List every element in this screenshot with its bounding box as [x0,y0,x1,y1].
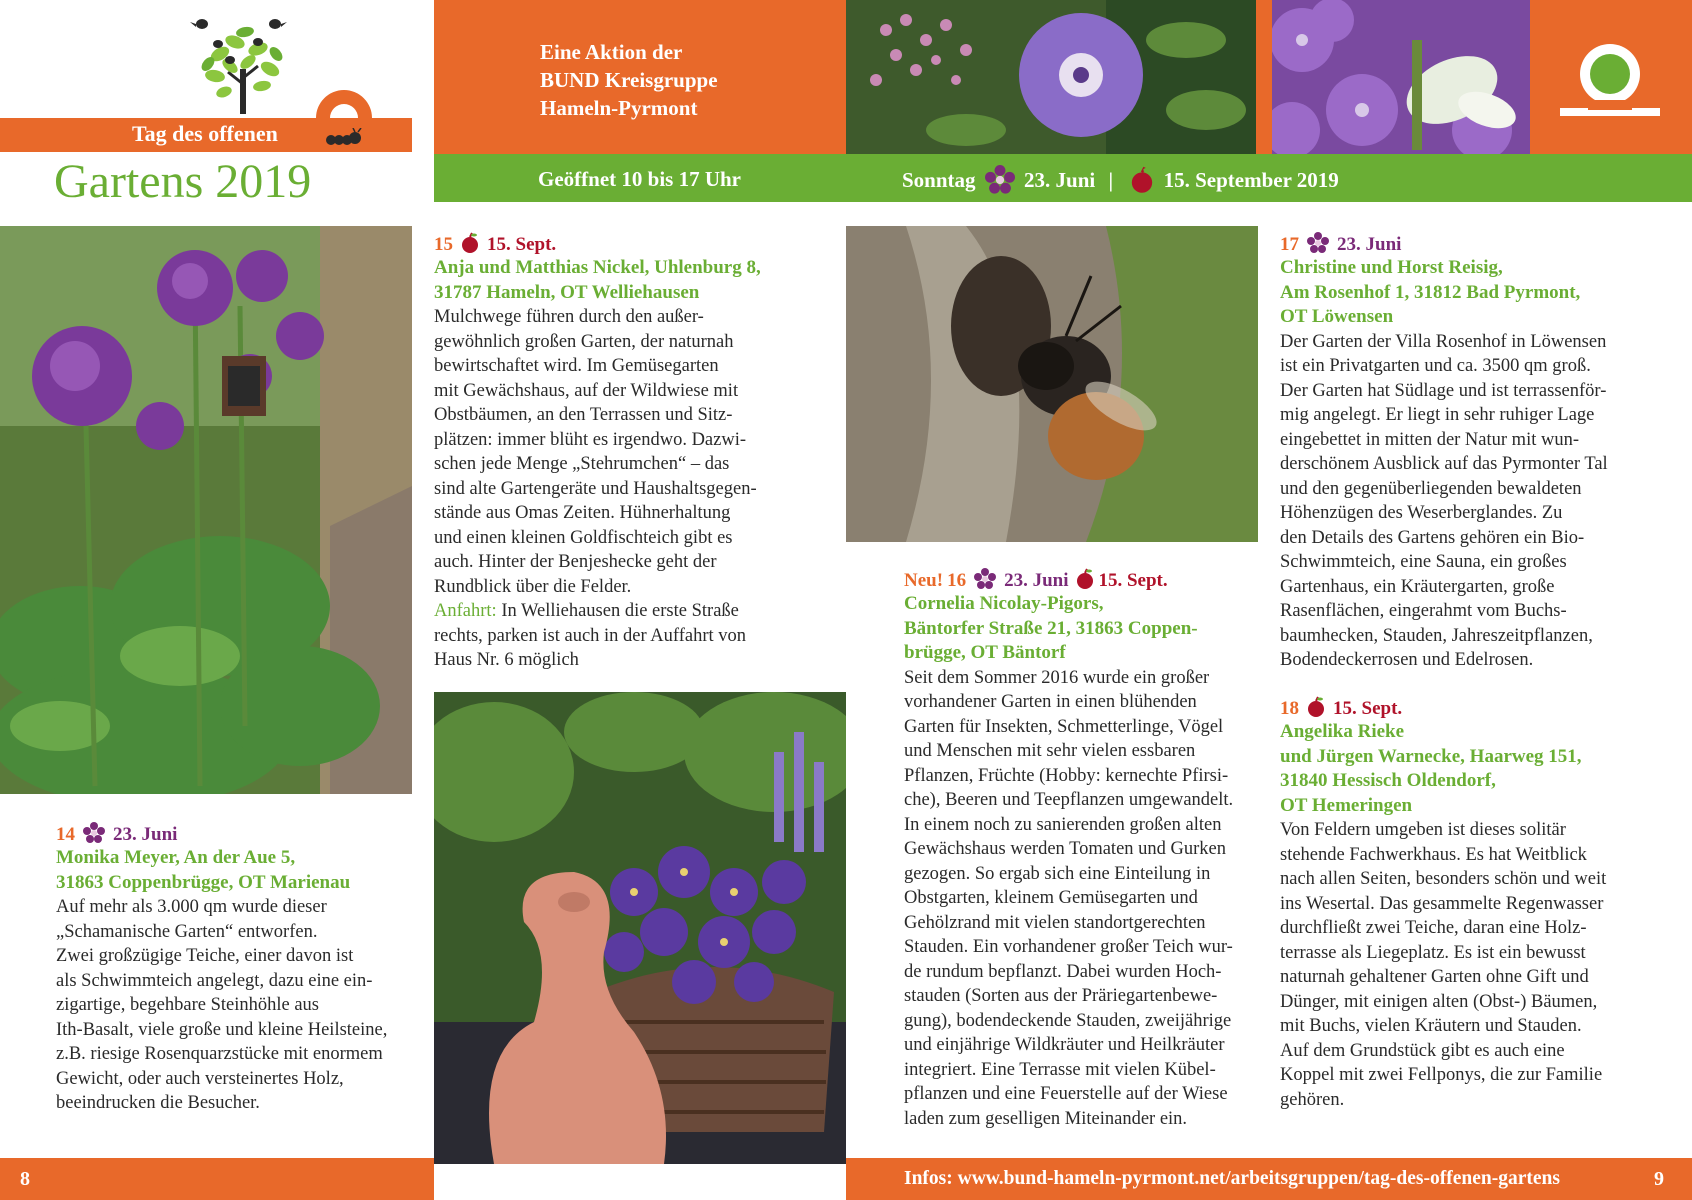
garden-15-text-4: mit Gewächshaus, auf der Wildwiese mit [434,380,739,401]
garden-17-text-5: eingebettet in mitten der Natur mit wun- [1280,429,1579,450]
garden-16-text-19: laden zum geselligen Miteinander ein. [904,1108,1188,1129]
garden-17-text-9: den Details des Gartens gehören ein Bio- [1280,527,1585,548]
garden-15-anfahrt-2: rechts, parken ist auch in der Auffahrt von [434,625,747,646]
garden-16-name-3: brügge, OT Bäntorf [904,642,1066,663]
garden-18-text-4: ins Wesertal. Das gesammelte Regenwasser [1280,893,1604,914]
flower-icon [985,165,1015,195]
photo-duck-basket [434,692,846,1164]
garden-16-text-16: und einjährige Wildkräuter und Heilkräuter [904,1035,1225,1055]
anfahrt-label: Anfahrt: [434,601,497,621]
garden-15-text-10: und einen kleinen Goldfischteich gibt es [434,527,733,548]
footer-right-page-number: 9 [1654,1168,1664,1190]
caterpillar-icon [325,128,365,148]
garden-15-text-9: stände aus Omas Zeiten. Hühnerhaltung [434,503,731,523]
garden-17-text-3: Der Garten hat Südlage und ist terrassenför- [1280,380,1607,401]
garden-16-text-15: gung), bodendeckende Stauden, zweijährige [904,1010,1232,1031]
garden-16-text-6: che), Beeren und Teepflanzen umgewandelt. [904,790,1234,810]
title-big: Gartens 2019 [54,155,312,208]
garden-17-text-7: und den gegenüberliegenden bewaldeten [1280,478,1582,499]
garden-15-text-5: Obstbäumen, an den Terrassen und Sitz- [434,405,733,425]
flower-icon [83,822,105,844]
date-separator: | [1108,168,1114,192]
garden-16-text-13: de rundum bepflanzt. Dabei wurden Hoch- [904,961,1222,982]
garden-18-text-8: Dünger, mit einigen alten (Obst-) Bäumen, [1280,991,1598,1012]
garden-18-text-5: durchfließt zwei Teiche, daran eine Holz- [1280,918,1587,938]
anfahrt-text: In Welliehausen die erste Straße [496,601,739,621]
dates-line [902,165,1339,195]
garden-15-text-3: bewirtschaftet wird. Im Gemüsegarten [434,356,719,376]
garden-18 [1280,696,1650,1112]
garden-16-text-4: und Menschen mit sehr vielen essbaren [904,741,1196,761]
footer-left-extend [56,1158,434,1200]
garden-17-name-3: OT Löwensen [1280,306,1394,327]
garden-15-text-7: schen jede Menge „Stehrumchen“ – das [434,454,730,474]
garden-18-number: 18 [1280,698,1299,719]
garden-14-text-3: Zwei großzügige Teiche, einer davon ist [56,946,354,966]
garden-15-text-1: Mulchwege führen durch den außer- [434,307,704,327]
garden-16-name-2: Bäntorfer Straße 21, 31863 Coppen- [904,617,1198,639]
aktion-line-3: Hameln-Pyrmont [540,96,698,120]
garden-16-number: 16 [947,570,967,591]
garden-17 [1280,232,1650,673]
garden-15-anfahrt-1 [434,599,824,624]
garden-18-name-2: und Jürgen Warnecke, Haarweg 151, [1280,745,1582,767]
garden-17-text-8: Höhenzügen des Weserberglandes. Zu [1280,503,1563,523]
garden-15-text-2: gewöhnlich großen Garten, der naturnah [434,331,734,352]
garden-14-text-1: Auf mehr als 3.000 qm wurde dieser [56,897,327,917]
garden-17-text-13: baumhecken, Stauden, Jahreszeitpflanzen, [1280,625,1593,646]
sunday-label: Sonntag [902,168,976,192]
aktion-line-2: BUND Kreisgruppe [540,68,718,92]
tree-logo [190,14,300,118]
garden-18-name-4: OT Hemeringen [1280,794,1413,816]
date-june: 23. Juni [1024,168,1096,192]
garden-16-text-5: Pflanzen, Früchte (Hobby: kernechte Pfirsi- [904,765,1229,786]
flower-icon [1307,232,1329,254]
garden-14-text-8: Gewicht, oder auch versteinertes Holz, [56,1068,344,1089]
garden-17-text-10: Schwimmteich, eine Sauna, ein großes [1280,552,1567,572]
garden-18-text-2: stehende Fachwerkhaus. Es hat Weitblick [1280,844,1587,865]
garden-16-date-june: 23. Juni [1004,570,1069,591]
garden-14-text-6: Ith-Basalt, viele große und kleine Heilsteine, [56,1019,388,1040]
garden-14-number: 14 [56,824,75,845]
photo-bee [846,226,1258,542]
garden-14-text-2: „Schamanische Garten“ entworfen. [56,921,318,942]
garden-18-text-3: nach allen Seiten, besonders schön und weit [1280,869,1607,889]
garden-16-date-sept: 15. Sept. [1098,570,1168,591]
garden-18-text-11: Koppel mit zwei Fellponys, die zur Familie [1280,1065,1603,1085]
garden-15-anfahrt-3: Haus Nr. 6 möglich [434,650,579,670]
garden-17-text-11: Gartenhaus, ein Kräutergarten, große [1280,576,1555,597]
garden-18-text-12: gehören. [1280,1089,1345,1110]
garden-15-text-12: Rundblick über die Felder. [434,576,632,597]
garden-17-header [1280,232,1650,256]
footer-left-page-number: 8 [20,1168,30,1190]
garden-14-name-1: Monika Meyer, An der Aue 5, [56,847,296,868]
garden-16-text-8: Gewächshaus werden Tomaten und Gurken [904,839,1227,859]
garden-17-date: 23. Juni [1337,234,1402,255]
garden-15-name-2: 31787 Hameln, OT Welliehausen [434,281,700,303]
apple-icon [1074,568,1096,590]
garden-15 [434,232,824,673]
garden-16-text-10: Obstgarten, kleinem Gemüsegarten und [904,888,1198,908]
aktion-line-1: Eine Aktion der [540,40,683,64]
garden-16-text-12: Stauden. Ein vorhandener großer Teich wur- [904,937,1233,957]
garden-15-text-6: plätzen: immer blüht es irgendwo. Dazwi- [434,429,747,450]
opening-hours: Geöffnet 10 bis 17 Uhr [538,167,741,191]
garden-16-text-2: vorhandener Garten in einen blühenden [904,692,1197,712]
garden-14-name-2: 31863 Coppenbrügge, OT Marienau [56,871,351,893]
garden-14-date: 23. Juni [113,824,178,845]
garden-14-text-5: zigartige, begehbare Steinhöhle aus [56,995,320,1015]
garden-18-date: 15. Sept. [1333,698,1403,719]
garden-17-name-2: Am Rosenhof 1, 31812 Bad Pyrmont, [1280,281,1581,303]
garden-15-number: 15 [434,234,453,255]
garden-14 [56,822,406,1116]
garden-14-text-9: beeindrucken die Besucher. [56,1093,260,1113]
garden-17-text-1: Der Garten der Villa Rosenhof in Löwensen [1280,331,1607,352]
header-gap-orange [1256,0,1272,154]
garden-16-text-17: integriert. Eine Terrasse mit vielen Kübel- [904,1059,1216,1080]
garden-18-text-6: terrasse als Liegeplatz. Es ist ein bewusst [1280,942,1586,963]
garden-16-text-14: stauden (Sorten aus der Präriegartenbewe- [904,986,1218,1006]
garden-15-header [434,232,824,256]
garden-14-text-7: z.B. riesige Rosenquarzstücke mit enormem [56,1044,383,1064]
garden-17-text-14: Bodendeckerrosen und Edelrosen. [1280,650,1534,670]
title-small: Tag des offenen [132,121,278,146]
garden-18-text-1: Von Feldern umgeben ist dieses solitär [1280,820,1566,840]
garden-18-text-9: mit Buchs, vielen Kräutern und Stauden. [1280,1016,1582,1036]
apple-icon [459,232,481,254]
apple-icon [1305,696,1327,718]
garden-16-header [904,568,1258,592]
garden-17-text-12: Rasenflächen, eingerahmt vom Buchs- [1280,601,1567,621]
garden-16-text-7: In einem noch zu sanierenden großen alten [904,814,1222,835]
garden-17-text-4: mig angelegt. Er liegt in sehr ruhiger Lage [1280,405,1595,425]
garden-16-text-18: pflanzen und eine Feuerstelle auf der Wiese [904,1084,1228,1104]
garden-16-text-3: Garten für Insekten, Schmetterlinge, Vögel [904,716,1224,737]
photo-allium [0,226,412,794]
garden-16-new: Neu! [904,570,944,591]
garden-15-text-8: sind alte Gartengeräte und Haushaltsgegen- [434,478,757,499]
garden-15-name-1: Anja und Matthias Nickel, Uhlenburg 8, [434,257,761,278]
apple-icon [1128,166,1156,194]
header-photo-butterfly [1272,0,1530,154]
garden-18-name-3: 31840 Hessisch Oldendorf, [1280,770,1496,791]
garden-16-text-11: Gehölzrand mit vielen standortgerechten [904,912,1206,933]
garden-16-name-1: Cornelia Nicolay-Pigors, [904,593,1104,614]
garden-16-text-1: Seit dem Sommer 2016 wurde ein großer [904,667,1210,688]
garden-18-name-1: Angelika Rieke [1280,721,1405,742]
garden-16-text-9: gezogen. So ergab sich eine Einteilung in [904,863,1211,884]
garden-14-text-4: als Schwimmteich angelegt, dazu eine ein- [56,970,373,991]
header-photo-geranium [846,0,1256,154]
garden-17-name-1: Christine und Horst Reisig, [1280,257,1503,278]
date-september: 15. September 2019 [1163,168,1339,192]
garden-17-number: 17 [1280,234,1299,255]
garden-18-header [1280,696,1650,720]
garden-15-date: 15. Sept. [487,234,557,255]
garden-18-text-7: naturnah gehaltener Garten ohne Gift und [1280,967,1589,987]
garden-17-text-2: ist ein Privatgarten und ca. 3500 qm groß. [1280,356,1591,376]
flower-icon [974,568,996,590]
garden-18-text-10: Auf dem Grundstück gibt es auch eine [1280,1040,1565,1061]
garden-14-header [56,822,406,846]
garden-17-text-6: derschönem Ausblick auf das Pyrmonter Tal [1280,454,1608,474]
garden-16 [904,568,1258,1131]
garden-15-text-11: auch. Hinter der Benjeshecke geht der [434,552,717,572]
footer-info-link[interactable]: Infos: www.bund-hameln-pyrmont.net/arbeitsgruppen/tag-des-offenen-gartens [904,1168,1560,1189]
bund-logo-icon [1560,40,1660,118]
